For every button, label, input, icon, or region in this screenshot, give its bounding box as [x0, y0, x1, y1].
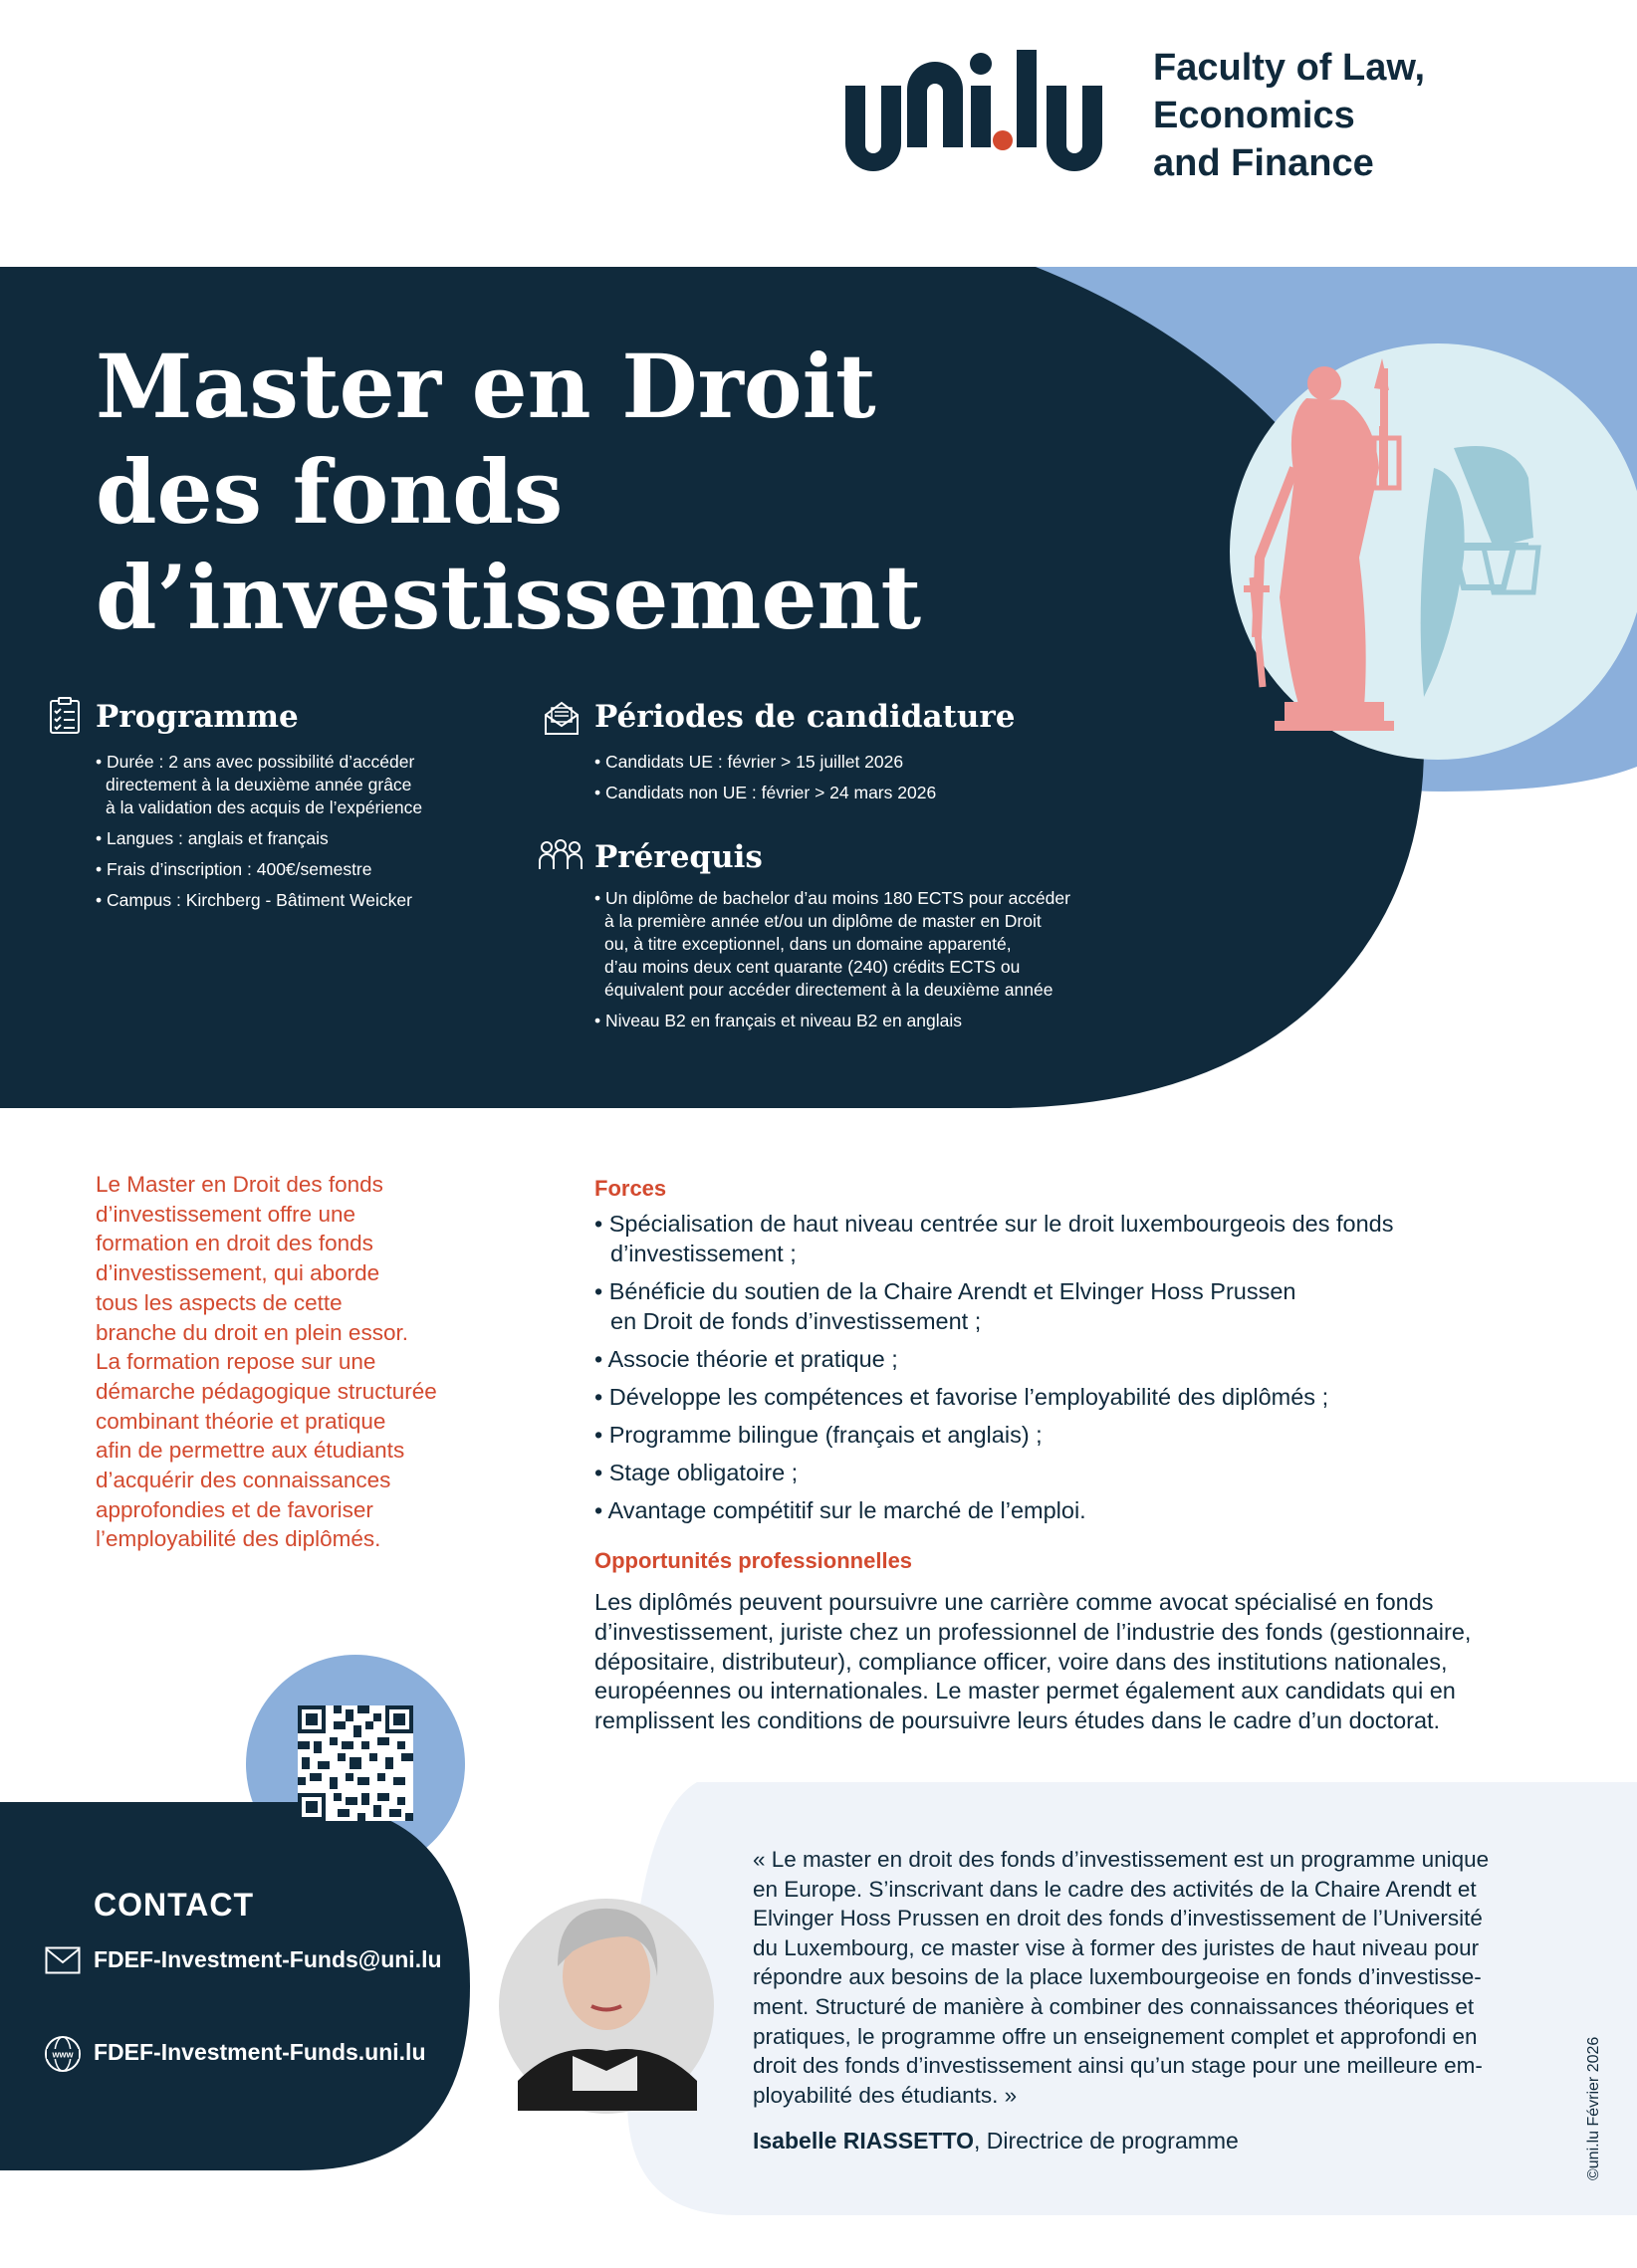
- list-item: • Développe les compétences et favorise l’employabilité des diplômés ;: [594, 1384, 1329, 1410]
- prerequis-list: [594, 887, 1152, 1040]
- programme-heading: Programme: [96, 699, 299, 735]
- periodes-list: [594, 751, 1112, 812]
- logo-dot: [993, 130, 1013, 150]
- list-item: • Avantage compétitif sur le marché de l’emploi.: [594, 1497, 1086, 1523]
- list-item: • Associe théorie et pratique ;: [594, 1346, 898, 1372]
- quote-author: [753, 2128, 1239, 2155]
- periodes-heading: Périodes de candidature: [594, 699, 1016, 735]
- envelope-open-icon: [543, 699, 581, 737]
- list-item: • Durée : 2 ans avec possibilité d’accéder directement à la deuxième année grâce à la validation des acquis de l’expérience: [96, 752, 423, 817]
- list-item: • Langues : anglais et français: [96, 828, 329, 848]
- unilu-logo: [841, 48, 1122, 183]
- contact-email-link[interactable]: FDEF-Investment-Funds@uni.lu: [94, 1946, 442, 1972]
- envelope-icon: [45, 1946, 81, 1974]
- list-item: • Programme bilingue (français et anglais) ;: [594, 1422, 1043, 1448]
- qr-code[interactable]: [298, 1705, 413, 1821]
- list-item: • Stage obligatoire ;: [594, 1460, 799, 1485]
- intro-paragraph: Le Master en Droit des fonds d’investissement offre une formation en droit des fonds d’investissement, qui aborde tous les aspects de cette branche du droit en plein essor. La formation repose sur une démarche pédagogique structurée combinant théorie et pratique afin de permettre aux étudiants d’acquérir des connaissances approfondies et de favoriser l’employabilité des diplômés.: [96, 1172, 437, 1552]
- author-role: , Directrice de programme: [973, 2128, 1239, 2154]
- opportunites-heading: Opportunités professionnelles: [594, 1548, 913, 1573]
- people-group-icon: [537, 837, 585, 875]
- contact-navy-panel: [0, 1802, 470, 2170]
- list-item: • Candidats UE : février > 15 juillet 2026: [594, 752, 904, 772]
- list-item: • Bénéficie du soutien de la Chaire Arendt et Elvinger Hoss Prussen en Droit de fonds d’investissement ;: [594, 1278, 1296, 1334]
- list-item: • Un diplôme de bachelor d’au moins 180 ECTS pour accéder à la première année et/ou un diplôme de master en Droit ou, à titre exceptionnel, dans un domaine apparenté, d’au moins deux cent quarante (240) crédits ECTS ou équivalent pour accéder directement à la deuxième année: [594, 888, 1070, 1000]
- page-title: Master en Droit des fonds d’investissement: [96, 335, 922, 649]
- author-name: Isabelle RIASSETTO: [753, 2128, 974, 2154]
- testimonial-quote: « Le master en droit des fonds d’investissement est un programme unique en Europe. S’inscrivant dans le cadre des activités de la Chaire Arendt et Elvinger Hoss Prussen en droit des fonds d’investissement de l’Université du Luxembourg, ce master vise à former des juristes de haut niveau pour répondre aux besoins de la place luxembourgeoise en fonds d’investisse- ment. Structuré de manière à combiner des connaissances théoriques et pratiques, le programme offre un enseignement complet et approfondi en droit des fonds d’investissement ainsi qu’un stage pour une meilleure em- ployabilité des étudiants. »: [753, 1847, 1490, 2108]
- opportunites-paragraph: Les diplômés peuvent poursuivre une carrière comme avocat spécialisé en fonds d’investissement, juriste chez un professionnel de l’industrie des fonds (gestionnaire, dépositaire, distributeur), compliance officer, voire dans des institutions nationales, européennes ou internationales. Le master permet également aux candidats qui en remplissent les conditions de poursuivre leurs études dans le cadre d’un doctorat.: [594, 1589, 1472, 1734]
- forces-heading: Forces: [594, 1176, 667, 1201]
- list-item: • Campus : Kirchberg - Bâtiment Weicker: [96, 890, 412, 910]
- contact-heading: CONTACT: [94, 1887, 255, 1923]
- list-item: • Niveau B2 en français et niveau B2 en anglais: [594, 1011, 962, 1030]
- www-globe-icon: [44, 2035, 82, 2073]
- list-item: • Candidats non UE : février > 24 mars 2026: [594, 783, 937, 802]
- prerequis-heading: Prérequis: [594, 839, 763, 875]
- www-badge: www: [52, 2049, 74, 2060]
- faculty-name: Faculty of Law, Economics and Finance: [1153, 47, 1426, 184]
- copyright-notice: ©uni.lu Février 2026: [1585, 2036, 1602, 2180]
- programme-list: [96, 751, 474, 920]
- list-item: • Frais d’inscription : 400€/semestre: [96, 859, 372, 879]
- forces-list: [594, 1209, 1461, 1533]
- list-item: • Spécialisation de haut niveau centrée sur le droit luxembourgeois des fonds d’investissement ;: [594, 1211, 1394, 1266]
- contact-website-link[interactable]: FDEF-Investment-Funds.uni.lu: [94, 2039, 426, 2065]
- clipboard-checklist-icon: [47, 697, 85, 735]
